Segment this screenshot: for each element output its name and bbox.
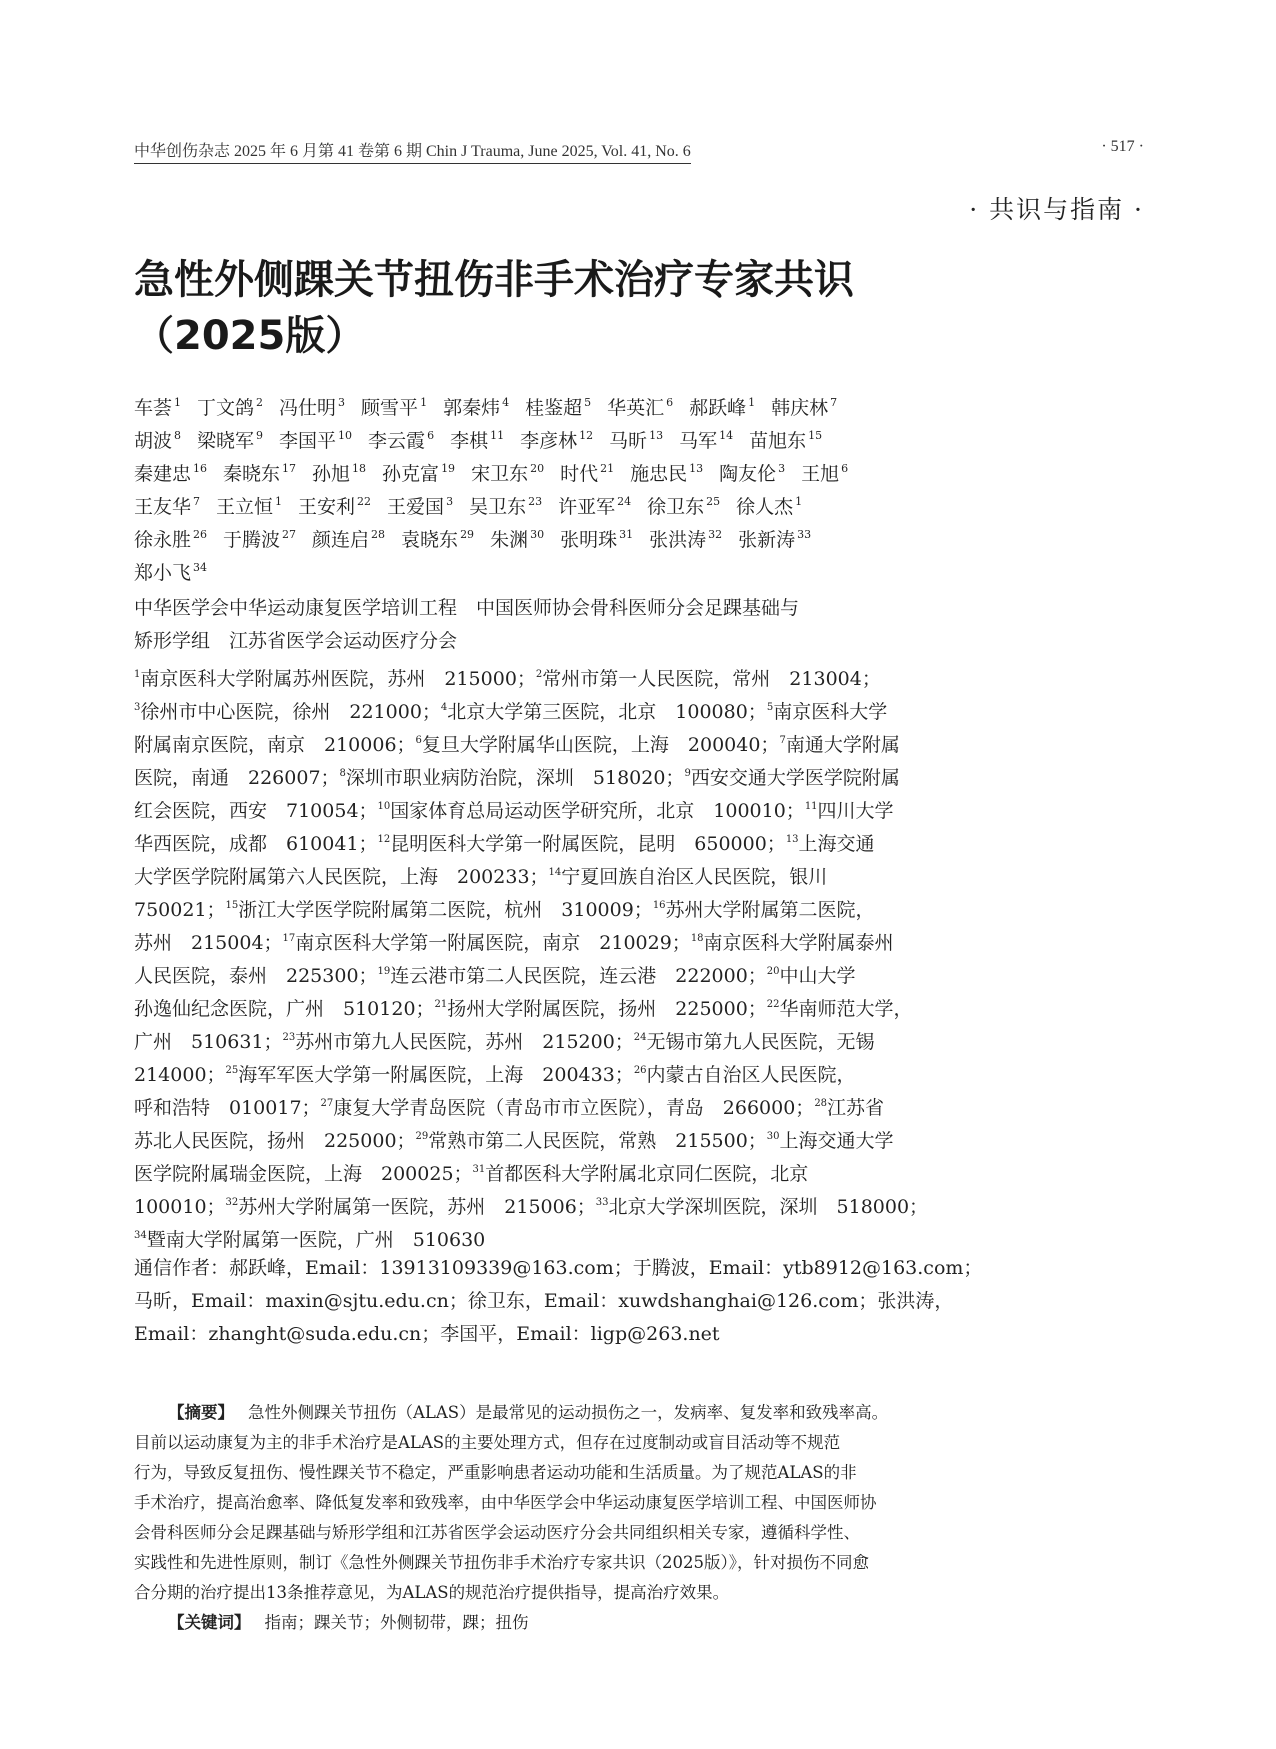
affiliation-marker: 33 [595, 1197, 609, 1208]
affiliation-text: 四川大学 [817, 800, 894, 822]
affiliation-text: 苏州大学附属第一医院，苏州 215006； [238, 1196, 596, 1218]
affiliation-marker: 5 [766, 702, 774, 713]
affiliation-line [134, 658, 1134, 691]
abstract-line [134, 1578, 1134, 1608]
affiliation-marker: 21 [434, 999, 448, 1010]
author-name: 秦晓东 $^{17}$ [223, 462, 297, 485]
affiliation-text: 苏州大学附属第二医院， [665, 899, 875, 921]
affiliation-marker: 10 [377, 801, 391, 812]
author-name: 郭秦炜 $^4$ [443, 396, 510, 419]
author-name: 梁晓军 $^9$ [197, 429, 264, 452]
abstract-line [134, 1458, 1134, 1488]
affiliation-text: 康复大学青岛医院（青岛市市立医院），青岛 266000； [333, 1097, 815, 1119]
abstract-text: 会骨科医师分会足踝基础与矫形学组和江苏省医学会运动医疗分会共同组织相关专家，遵循科学性、 [134, 1523, 860, 1542]
affiliation-text: 中山大学 [779, 965, 856, 987]
author-line [134, 386, 1134, 419]
affiliation-text: 北京大学深圳医院，深圳 518000； [608, 1196, 929, 1218]
author-name: 张洪涛 $^{32}$ [649, 528, 723, 551]
affiliation-marker: 13 [785, 834, 799, 845]
affiliation-text: 首都医科大学附属北京同仁医院，北京 [485, 1163, 809, 1185]
author-name: 桂鉴超 $^5$ [525, 396, 592, 419]
author-name: 秦建忠 $^{16}$ [134, 462, 208, 485]
affiliation-marker: 9 [256, 429, 264, 442]
affiliation-marker: 1 [795, 495, 803, 508]
author-name: 韩庆林 $^7$ [771, 396, 838, 419]
abstract-text: 合分期的治疗提出13条推荐意见，为ALAS的规范治疗提供指导，提高治疗效果。 [134, 1583, 730, 1602]
author-name: 胡波 $^8$ [134, 429, 182, 452]
column-label: · 共识与指南 · [969, 195, 1144, 224]
affiliation-marker: 5 [584, 396, 592, 409]
affiliation-marker: 11 [804, 801, 818, 812]
author-name: 宋卫东 $^{20}$ [471, 462, 545, 485]
author-name: 孙旭 $^{18}$ [312, 462, 367, 485]
author-name: 施忠民 $^{13}$ [630, 462, 704, 485]
affiliation-line [134, 1087, 1134, 1120]
affiliation-marker: 3 [338, 396, 346, 409]
affiliation-text: 扬州大学附属医院，扬州 225000； [447, 998, 767, 1020]
affiliation-marker: 23 [528, 495, 543, 508]
affiliation-line [134, 1054, 1134, 1087]
author-name: 李彦林 $^{12}$ [520, 429, 594, 452]
affiliation-marker: 15 [225, 900, 239, 911]
affiliation-text: 医院，南通 226007； [134, 767, 340, 789]
affiliation-marker: 1 [748, 396, 756, 409]
affiliation-line [134, 889, 1134, 922]
affiliation-marker: 7 [779, 735, 786, 746]
affiliation-marker: 3 [446, 495, 454, 508]
affiliation-marker: 6 [666, 396, 674, 409]
affiliation-text: 西安交通大学医学院附属 [690, 767, 900, 789]
author-name: 颜连启 $^{28}$ [312, 528, 386, 551]
author-name: 张新涛 $^{33}$ [738, 528, 812, 551]
affiliation-marker: 17 [282, 933, 296, 944]
affiliation-marker: 3 [134, 702, 141, 713]
abstract-label: 【摘要】 [168, 1403, 234, 1422]
affiliation-marker: 9 [684, 768, 691, 779]
affiliation-marker: 4 [502, 396, 510, 409]
affiliation-marker: 31 [472, 1164, 486, 1175]
affiliation-marker: 6 [427, 429, 435, 442]
author-line [134, 518, 1134, 551]
affiliation-text: 浙江大学医学院附属第二医院，杭州 310009； [238, 899, 653, 921]
affiliation-marker: 34 [193, 561, 208, 574]
affiliation-text: 内蒙古自治区人民医院， [646, 1064, 856, 1086]
author-name: 吴卫东 $^{23}$ [469, 495, 543, 518]
affiliation-line [134, 1219, 1134, 1252]
affiliation-marker: 1 [420, 396, 428, 409]
correspondence-line: 马昕，Email：maxin@sjtu.edu.cn；徐卫东，Email：xuwdshanghai@126.com；张洪涛， [134, 1290, 954, 1312]
affiliation-marker: 21 [600, 462, 615, 475]
affiliation-text: 徐州市中心医院，徐州 221000； [140, 701, 441, 723]
affiliation-marker: 23 [282, 1032, 296, 1043]
affiliation-text: 呼和浩特 010017； [134, 1097, 321, 1119]
organization-line: 中华医学会中华运动康复医学培训工程 中国医师协会骨科医师分会足踝基础与 [134, 597, 800, 619]
author-name: 王安利 $^{22}$ [298, 495, 372, 518]
author-name: 李国平 $^{10}$ [279, 429, 353, 452]
affiliation-marker: 27 [282, 528, 297, 541]
affiliation-marker: 20 [766, 966, 780, 977]
affiliation-marker: 16 [652, 900, 666, 911]
author-line [134, 419, 1134, 452]
affiliation-marker: 8 [174, 429, 182, 442]
abstract-line [134, 1518, 1134, 1548]
author-name: 冯仕明 $^3$ [279, 396, 346, 419]
affiliation-text: 复旦大学附属华山医院，上海 200040； [421, 734, 780, 756]
author-name: 王立恒 $^1$ [216, 495, 283, 518]
affiliation-text: 上海交通 [798, 833, 875, 855]
author-name: 时代 $^{21}$ [560, 462, 615, 485]
author-name: 袁晓东 $^{29}$ [401, 528, 475, 551]
title-line-1: 急性外侧踝关节扭伤非手术治疗专家共识 [134, 257, 854, 303]
author-name: 于腾波 $^{27}$ [223, 528, 297, 551]
affiliation-line [134, 988, 1134, 1021]
affiliation-text: 南通大学附属 [785, 734, 900, 756]
abstract-line [134, 1428, 1134, 1458]
affiliation-text: 人民医院，泰州 225300； [134, 965, 378, 987]
affiliation-marker: 33 [797, 528, 812, 541]
affiliation-line [134, 790, 1134, 823]
affiliation-marker: 18 [690, 933, 704, 944]
abstract-text: 行为，导致反复扭伤、慢性踝关节不稳定，严重影响患者运动功能和生活质量。为了规范ALAS的非 [134, 1463, 857, 1482]
affiliation-text: 暨南大学附属第一医院，广州 510630 [146, 1229, 486, 1251]
affiliation-text: 750021； [134, 899, 226, 921]
affiliation-text: 广州 510631； [134, 1031, 283, 1053]
affiliation-marker: 11 [490, 429, 505, 442]
affiliation-text: 北京大学第三医院，北京 100080； [447, 701, 767, 723]
correspondence-line: Email：zhanght@suda.edu.cn；李国平，Email：ligp@263.net [134, 1323, 720, 1345]
affiliation-text: 214000； [134, 1064, 226, 1086]
affiliation-marker: 22 [357, 495, 372, 508]
affiliation-marker: 2 [256, 396, 264, 409]
keywords-label: 【关键词】 [168, 1613, 251, 1632]
affiliation-text: 深圳市职业病防治院，深圳 518020； [345, 767, 685, 789]
affiliation-text: 红会医院，西安 710054； [134, 800, 378, 822]
affiliation-marker: 30 [530, 528, 545, 541]
affiliation-marker: 29 [415, 1131, 429, 1142]
affiliation-text: 苏州市第九人民医院，苏州 215200； [295, 1031, 634, 1053]
affiliation-marker: 27 [320, 1098, 334, 1109]
author-name: 郑小飞 $^{34}$ [134, 561, 208, 584]
affiliation-text: 江苏省 [827, 1097, 885, 1119]
author-name: 郝跃峰 $^1$ [689, 396, 756, 419]
affiliation-text: 昆明医科大学第一附属医院，昆明 650000； [390, 833, 786, 855]
correspondence-line: 通信作者：郝跃峰，Email：13913109339@163.com；于腾波，Email：ytb8912@163.com； [134, 1257, 983, 1279]
affiliation-marker: 25 [225, 1065, 239, 1076]
affiliation-marker: 8 [339, 768, 346, 779]
affiliation-text: 100010； [134, 1196, 226, 1218]
affiliation-marker: 25 [706, 495, 721, 508]
author-name: 孙克富 $^{19}$ [382, 462, 456, 485]
author-list [134, 386, 1134, 584]
affiliation-text: 苏北人民医院，扬州 225000； [134, 1130, 416, 1152]
affiliation-marker: 18 [352, 462, 367, 475]
author-name: 李棋 $^{11}$ [450, 429, 505, 452]
author-name: 马军 $^{14}$ [679, 429, 734, 452]
affiliation-text: 国家体育总局运动医学研究所，北京 100010； [390, 800, 805, 822]
author-name: 朱渊 $^{30}$ [490, 528, 545, 551]
affiliation-marker: 13 [689, 462, 704, 475]
affiliation-marker: 13 [649, 429, 664, 442]
affiliation-marker: 32 [225, 1197, 239, 1208]
author-line [134, 452, 1134, 485]
abstract-line [134, 1488, 1134, 1518]
affiliation-line [134, 1120, 1134, 1153]
affiliation-marker: 28 [371, 528, 386, 541]
affiliation-marker: 1 [275, 495, 283, 508]
affiliation-text: 南京医科大学附属泰州 [703, 932, 894, 954]
affiliation-marker: 19 [377, 966, 391, 977]
author-name: 徐人杰 $^1$ [736, 495, 803, 518]
keywords-line [134, 1608, 1134, 1638]
affiliation-line [134, 823, 1134, 856]
article-title [134, 252, 1134, 364]
affiliation-text: 上海交通大学 [779, 1130, 894, 1152]
author-name: 华英汇 $^6$ [607, 396, 674, 419]
affiliation-line [134, 856, 1134, 889]
affiliation-text: 宁夏回族自治区人民医院，银川 [561, 866, 828, 888]
affiliation-text: 海军军医大学第一附属医院，上海 200433； [238, 1064, 634, 1086]
affiliation-marker: 28 [814, 1098, 828, 1109]
affiliation-marker: 26 [193, 528, 208, 541]
author-name: 徐永胜 $^{26}$ [134, 528, 208, 551]
affiliation-marker: 12 [377, 834, 391, 845]
affiliation-marker: 7 [830, 396, 838, 409]
affiliation-text: 南京医科大学附属苏州医院，苏州 215000； [140, 668, 536, 690]
author-name: 徐卫东 $^{25}$ [647, 495, 721, 518]
affiliation-text: 连云港市第二人民医院，连云港 222000； [390, 965, 767, 987]
abstract-section [134, 1398, 1134, 1638]
abstract-text: 手术治疗，提高治愈率、降低复发率和致残率，由中华医学会中华运动康复医学培训工程、中国医师协 [134, 1493, 877, 1512]
affiliation-line [134, 691, 1134, 724]
affiliation-line [134, 922, 1134, 955]
author-name: 王友华 $^7$ [134, 495, 201, 518]
affiliation-line [134, 955, 1134, 988]
author-line [134, 485, 1134, 518]
author-name: 许亚军 $^{24}$ [558, 495, 632, 518]
affiliation-marker: 1 [174, 396, 182, 409]
keywords-text: 指南；踝关节；外侧韧带，踝；扭伤 [264, 1613, 529, 1632]
affiliation-marker: 20 [530, 462, 545, 475]
affiliation-line [134, 1186, 1134, 1219]
affiliation-block [134, 592, 1134, 1351]
affiliation-marker: 24 [633, 1032, 647, 1043]
affiliation-marker: 6 [841, 462, 849, 475]
affiliation-marker: 17 [282, 462, 297, 475]
affiliation-marker: 12 [579, 429, 594, 442]
affiliation-text: 大学医学院附属第六人民医院，上海 200233； [134, 866, 549, 888]
affiliation-text: 苏州 215004； [134, 932, 283, 954]
affiliation-marker: 22 [766, 999, 780, 1010]
affiliation-marker: 16 [193, 462, 208, 475]
affiliation-text: 常熟市第二人民医院，常熟 215500； [428, 1130, 767, 1152]
affiliation-marker: 29 [460, 528, 475, 541]
author-name: 王爱国 $^3$ [387, 495, 454, 518]
author-name: 李云霞 $^6$ [368, 429, 435, 452]
author-name: 马昕 $^{13}$ [609, 429, 664, 452]
affiliation-line [134, 757, 1134, 790]
affiliation-text: 附属南京医院，南京 210006； [134, 734, 416, 756]
affiliation-text: 无锡市第九人民医院，无锡 [646, 1031, 875, 1053]
author-name: 顾雪平 $^1$ [361, 396, 428, 419]
affiliation-marker: 26 [633, 1065, 647, 1076]
affiliation-text: 华南师范大学， [779, 998, 913, 1020]
affiliation-marker: 19 [441, 462, 456, 475]
affiliation-text: 南京医科大学 [773, 701, 888, 723]
affiliation-line [134, 724, 1134, 757]
affiliation-marker: 14 [719, 429, 734, 442]
author-name: 张明珠 $^{31}$ [560, 528, 634, 551]
author-name: 王旭 $^6$ [801, 462, 849, 485]
affiliation-text: 华西医院，成都 610041； [134, 833, 378, 855]
affiliation-marker: 34 [134, 1230, 147, 1241]
running-header [134, 138, 1144, 162]
affiliation-marker: 31 [619, 528, 634, 541]
title-line-2: （2025版） [134, 313, 366, 359]
abstract-line [134, 1398, 1134, 1428]
affiliation-text: 南京医科大学第一附属医院，南京 210029； [295, 932, 691, 954]
affiliation-line [134, 1153, 1134, 1186]
author-name: 车荟 $^1$ [134, 396, 182, 419]
abstract-text: 急性外侧踝关节扭伤（ALAS）是最常见的运动损伤之一，发病率、复发率和致残率高。 [248, 1403, 889, 1422]
affiliation-line [134, 1021, 1134, 1054]
affiliation-marker: 24 [617, 495, 632, 508]
author-name: 丁文鸽 $^2$ [197, 396, 264, 419]
author-name: 苗旭东 $^{15}$ [749, 429, 823, 452]
affiliation-marker: 7 [193, 495, 201, 508]
abstract-text: 目前以运动康复为主的非手术治疗是ALAS的主要处理方式，但存在过度制动或盲目活动等不规范 [134, 1433, 841, 1452]
organization-line: 矫形学组 江苏省医学会运动医疗分会 [134, 630, 458, 652]
page-number: · 517 · [1101, 138, 1144, 155]
affiliation-marker: 15 [808, 429, 823, 442]
abstract-line [134, 1548, 1134, 1578]
affiliation-marker: 30 [766, 1131, 780, 1142]
affiliation-marker: 4 [440, 702, 448, 713]
affiliation-marker: 2 [535, 669, 543, 680]
affiliation-text: 常州市第一人民医院，常州 213004； [542, 668, 881, 690]
abstract-text: 实践性和先进性原则，制订《急性外侧踝关节扭伤非手术治疗专家共识（2025版）》，针对损伤不同愈 [134, 1553, 869, 1572]
affiliation-marker: 10 [338, 429, 353, 442]
affiliation-marker: 1 [134, 669, 141, 680]
affiliation-text: 医学院附属瑞金医院，上海 200025； [134, 1163, 473, 1185]
affiliation-text: 孙逸仙纪念医院，广州 510120； [134, 998, 435, 1020]
affiliation-marker: 6 [415, 735, 422, 746]
affiliation-marker: 14 [548, 867, 562, 878]
affiliation-marker: 32 [708, 528, 723, 541]
author-name: 陶友伦 $^3$ [719, 462, 786, 485]
affiliation-marker: 3 [778, 462, 786, 475]
journal-citation: 中华创伤杂志 2025 年 6 月第 41 卷第 6 期 Chin J Trauma, June 2025, Vol. 41, No. 6 [134, 138, 691, 164]
